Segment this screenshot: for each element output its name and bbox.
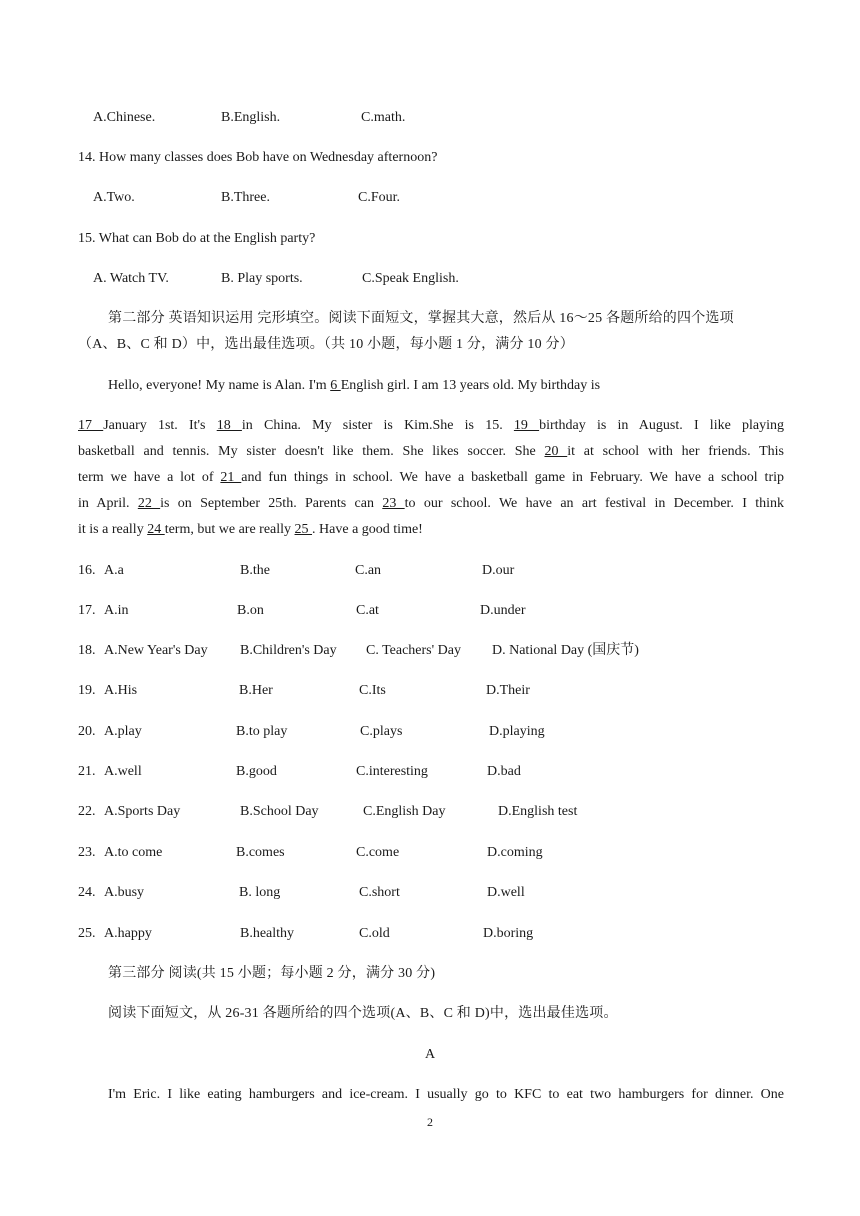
option-number: 18. [78, 643, 96, 658]
option-c: C.plays [360, 724, 403, 739]
option-b: B.the [240, 563, 270, 578]
section-label: A [424, 1047, 436, 1062]
option-a: A.busy [104, 885, 145, 900]
option-b: B. long [239, 885, 281, 900]
option-c: C. Teachers' Day [366, 643, 461, 658]
passage-line-5: in April. 22 is on September 25th. Parents can 23 to our school. We have an art festival in December. I think [78, 496, 785, 511]
option-c: C.English Day [363, 804, 446, 819]
option-number: 24. [78, 885, 96, 900]
q13-option-b: B.English. [221, 110, 281, 125]
option-b: B.healthy [240, 926, 295, 941]
option-a: A.His [104, 683, 138, 698]
blank-24: 24 [147, 522, 165, 537]
option-b: B.good [236, 764, 277, 779]
q13-option-c: C.math. [361, 110, 406, 125]
passage-line-4: term we have a lot of 21 and fun things in school. We have a basketball game in February. We have a school trip [78, 470, 785, 485]
blank-23: 23 [382, 496, 405, 511]
q15-option-b: B. Play sports. [221, 271, 303, 286]
option-c: C.at [356, 603, 379, 618]
reading-passage-line-1: I'm Eric. I like eating hamburgers and ice-cream. I usually go to KFC to eat two hamburgers for dinner. One [108, 1087, 784, 1102]
passage-line-1: Hello, everyone! My name is Alan. I'm 6 English girl. I am 13 years old. My birthday is [108, 378, 601, 393]
option-d: D.bad [487, 764, 521, 779]
blank-18: 18 [216, 418, 242, 433]
option-c: C.Its [359, 683, 386, 698]
q14-option-b: B.Three. [221, 190, 270, 205]
option-number: 17. [78, 603, 96, 618]
option-number: 22. [78, 804, 96, 819]
option-c: C.old [359, 926, 390, 941]
option-c: C.come [356, 845, 400, 860]
page-number: 2 [427, 1115, 433, 1129]
option-a: A.happy [104, 926, 152, 941]
blank-22: 22 [137, 496, 161, 511]
blank-6: 6 [330, 378, 341, 393]
option-d: D.boring [483, 926, 534, 941]
q15-question: 15. What can Bob do at the English party? [78, 231, 316, 246]
part3-heading: 第三部分 阅读(共 15 小题；每小题 2 分，满分 30 分) [108, 966, 436, 981]
passage-line-3: basketball and tennis. My sister doesn't like them. She likes soccer. She 20 it at school with her friends. This [78, 444, 785, 459]
option-d: D.coming [487, 845, 543, 860]
option-d: D.well [487, 885, 525, 900]
option-c: C.short [359, 885, 400, 900]
q15-option-c: C.Speak English. [362, 271, 459, 286]
option-number: 21. [78, 764, 96, 779]
part3-instruction: 阅读下面短文，从 26-31 各题所给的四个选项(A、B、C 和 D)中，选出最佳选项。 [108, 1006, 618, 1021]
option-d: D.our [482, 563, 515, 578]
option-number: 23. [78, 845, 96, 860]
option-d: D.playing [489, 724, 545, 739]
option-a: A.in [104, 603, 129, 618]
option-a: A.to come [104, 845, 163, 860]
option-b: B.comes [236, 845, 285, 860]
q14-option-c: C.Four. [358, 190, 401, 205]
passage-line-6: it is a really 24 term, but we are really 25 . Have a good time! [78, 522, 423, 537]
option-d: D.under [480, 603, 526, 618]
option-number: 20. [78, 724, 96, 739]
option-d: D.English test [498, 804, 578, 819]
q15-option-a: A. Watch TV. [93, 271, 169, 286]
option-b: B.on [237, 603, 264, 618]
option-d: D. National Day (国庆节) [492, 643, 639, 658]
option-number: 19. [78, 683, 96, 698]
blank-17: 17 [78, 418, 104, 433]
option-number: 25. [78, 926, 96, 941]
option-a: A.Sports Day [104, 804, 181, 819]
blank-20: 20 [544, 444, 568, 459]
q13-option-a: A.Chinese. [93, 110, 156, 125]
option-c: C.an [355, 563, 382, 578]
option-d: D.Their [486, 683, 530, 698]
option-b: B.Her [239, 683, 273, 698]
blank-21: 21 [220, 470, 242, 485]
blank-25: 25 [294, 522, 313, 537]
option-a: A.a [104, 563, 124, 578]
option-b: B.to play [236, 724, 288, 739]
part2-instruction-line2: （A、B、C 和 D）中，选出最佳选项。（共 10 小题，每小题 1 分，满分 10 分） [78, 337, 574, 352]
q14-option-a: A.Two. [93, 190, 135, 205]
option-b: B.School Day [240, 804, 319, 819]
option-a: A.New Year's Day [104, 643, 208, 658]
part2-instruction-line1: 第二部分 英语知识运用 完形填空。阅读下面短文，掌握其大意，然后从 16～25 各题所给的四个选项 [108, 311, 734, 326]
blank-19: 19 [513, 418, 540, 433]
q14-question: 14. How many classes does Bob have on Wednesday afternoon? [78, 150, 438, 165]
option-b: B.Children's Day [240, 643, 337, 658]
option-a: A.well [104, 764, 142, 779]
option-number: 16. [78, 563, 96, 578]
option-a: A.play [104, 724, 142, 739]
option-c: C.interesting [356, 764, 428, 779]
passage-line-2: 17 January 1st. It's 18 in China. My sister is Kim.She is 15. 19 birthday is in August. I like playing [78, 418, 784, 433]
